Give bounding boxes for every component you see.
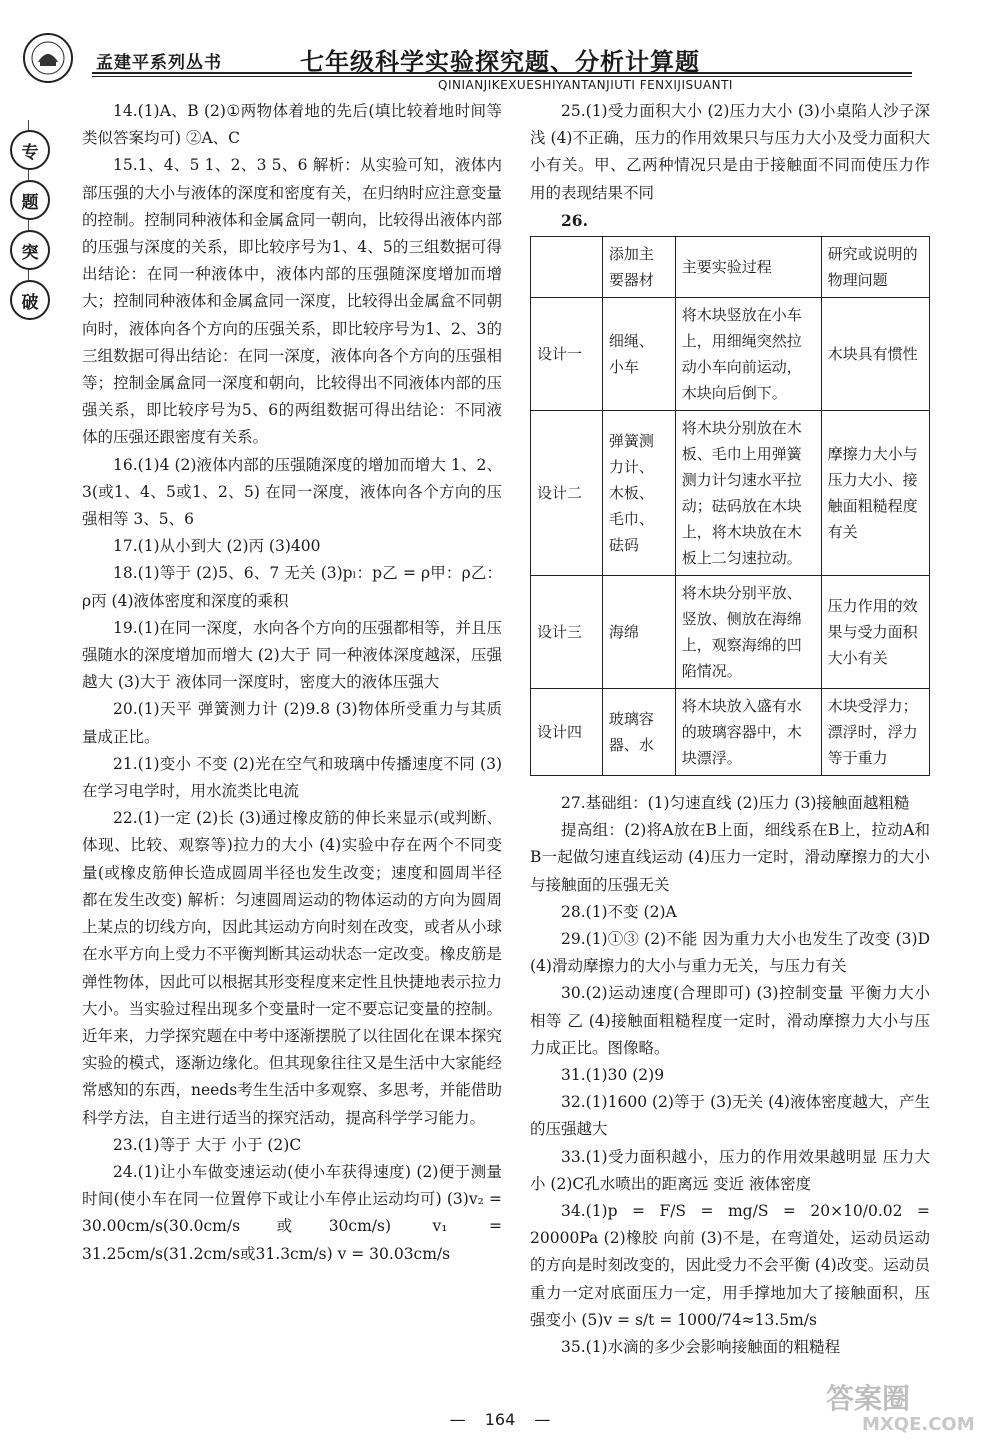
- table-cell: 将木块分别平放、竖放、侧放在海绵上，观察海绵的凹陷情况。: [675, 576, 821, 689]
- answer-30: 30.(2)运动速度(合理即可) (3)控制变量 平衡力大小相等 乙 (4)接触面粗糙程度一定时，滑动摩擦力大小与压力成正比。图像略。: [530, 984, 930, 1057]
- answer-32: 32.(1)1600 (2)等于 (3)无关 (4)液体密度越大，产生的压强越大: [530, 1093, 930, 1139]
- answer-28: 28.(1)不变 (2)A: [561, 902, 677, 921]
- header-rule: [92, 72, 912, 74]
- side-tab: 破: [10, 280, 50, 320]
- table-header-cell: 研究或说明的物理问题: [821, 237, 929, 298]
- series-logo-icon: [22, 32, 74, 84]
- table-cell: 木块受浮力；漂浮时，浮力等于重力: [821, 689, 929, 776]
- table-cell: 将木块分别放在木板、毛巾上用弹簧测力计匀速水平拉动；砝码放在木块上，将木块放在木板上二匀速拉动。: [675, 411, 821, 576]
- table-cell: 压力作用的效果与受力面积大小有关: [821, 576, 929, 689]
- right-column-bottom: [530, 790, 930, 1361]
- table-cell: 设计一: [531, 298, 603, 411]
- side-tab: 专: [10, 130, 50, 170]
- table-header-cell: 主要实验过程: [675, 237, 821, 298]
- answer-33: 33.(1)受力面积越小，压力的作用效果越明显 压力大小 (2)C孔水喷出的距离远 变近 液体密度: [530, 1147, 930, 1193]
- table-cell: 海绵: [602, 576, 675, 689]
- answer-25: 25.(1)受力面积大小 (2)压力大小 (3)小桌陷人沙子深浅 (4)不正确，压力的作用效果只与压力大小及受力面积大小有关。甲、乙两种情况只是由于接触面不同而使压力作用的表现结果不同: [530, 102, 930, 202]
- table-row: [531, 689, 930, 776]
- series-name: 孟建平系列丛书: [96, 53, 222, 73]
- book-title: 七年级科学实验探究题、分析计算题: [300, 47, 700, 76]
- footer-dash: —: [534, 1410, 551, 1429]
- answer-31: 31.(1)30 (2)9: [561, 1066, 665, 1085]
- table-header-cell: 添加主要器材: [602, 237, 675, 298]
- right-column-top: [530, 98, 930, 776]
- answer-21: 21.(1)变小 不变 (2)光在空气和玻璃中传播速度不同 (3)在学习电学时，用水流类比电流: [82, 754, 502, 801]
- side-tab: 突: [10, 230, 50, 270]
- table-cell: 设计四: [531, 689, 603, 776]
- answer-34: 34.(1)p = F/S = mg/S = 20×10/0.02 = 20000Pa (2)橡胶 向前 (3)不是，在弯道处，运动员运动的方向是时刻改变的，因此受力不会平衡 (4)改变。运动员重力一定对底面压力一定，用手撑地加大了接触面积，压强变小 (5)v = s/t = 1000/74≈13.5m/s: [530, 1202, 930, 1329]
- table-cell: 将木块放入盛有水的玻璃容器中，木块漂浮。: [675, 689, 821, 776]
- footer-dash: —: [449, 1410, 466, 1429]
- table-cell: 设计二: [531, 411, 603, 576]
- page-number: 164: [484, 1410, 516, 1429]
- table-cell: 细绳、小车: [602, 298, 675, 411]
- table-header-cell: [531, 237, 603, 298]
- answer-18: 18.(1)等于 (2)5、6、7 无关 (3)pₗ：p乙 = ρ甲：ρ乙：ρ丙 (4)液体密度和深度的乘积: [82, 564, 502, 610]
- answer-27: 27.基础组：(1)匀速直线 (2)压力 (3)接触面越粗糙: [561, 794, 910, 812]
- answer-14: 14.(1)A、B (2)①两物体着地的先后(填比较着地时间等类似答案均可) ②A、C: [82, 102, 502, 148]
- answer-29: 29.(1)①③ (2)不能 因为重力大小也发生了改变 (3)D (4)滑动摩擦力的大小与重力无关，与压力有关: [530, 930, 930, 976]
- header-rule-thin: [92, 76, 912, 77]
- table-header-row: [531, 237, 930, 298]
- title-pinyin: QINIANJIKEXUESHIYANTANJIUTI FENXIJISUANTI: [438, 78, 733, 92]
- answer-15: 15.1、4、5 1、2、3 5、6 解析：从实验可知，液体内部压强的大小与液体的深度和密度有关，在归纳时应注意变量的控制。控制同种液体和金属盒同一朝向，比较得出液体内部的压强与深度的关系，即比较序号为1、4、5的三组数据可得出结论：在同一种液体中，液体内部的压强随深度增加而增大；控制同种液体和金属盒同一深度，比较得出金属盒不同朝向时，液体向各个方向的压强关系，即比较序号为1、2、3的三组数据可得出结论：在同一深度，液体向各个方向的压强相等；控制金属盒同一深度和朝向，比较得出不同液体内部的压强关系，即比较序号为5、6的两组数据可得出结论：不同液体的压强还跟密度有关系。: [82, 156, 502, 447]
- watermark-text: 答案圈: [826, 1382, 911, 1415]
- table-cell: 玻璃容器、水: [602, 689, 675, 776]
- answer-16: 16.(1)4 (2)液体内部的压强随深度的增加而增大 1、2、3(或1、4、5或1、2、5) 在同一深度，液体向各个方向的压强相等 3、5、6: [82, 455, 502, 529]
- table-row: [531, 411, 930, 576]
- answer-20: 20.(1)天平 弹簧测力计 (2)9.8 (3)物体所受重力与其质量成正比。: [82, 700, 502, 746]
- table-cell: 弹簧测力计、木板、毛巾、砝码: [602, 411, 675, 576]
- table-cell: 木块具有惯性: [821, 298, 929, 411]
- table-cell: 摩擦力大小与压力大小、接触面粗糙程度有关: [821, 411, 929, 576]
- page-header: [0, 0, 1000, 90]
- answer-17: 17.(1)从小到大 (2)丙 (3)400: [113, 537, 321, 556]
- table-cell: 设计三: [531, 576, 603, 689]
- left-column: [82, 98, 502, 1268]
- table-cell: 将木块竖放在小车上，用细绳突然拉动小车向前运动，木块向后倒下。: [675, 298, 821, 411]
- answer-27-advanced: 提高组：(2)将A放在B上面，细线系在B上，拉动A和B一起做匀速直线运动 (4)压力一定时，滑动摩擦力的大小与接触面的压强无关: [530, 821, 930, 894]
- answer-35: 35.(1)水滴的多少会影响接触面的粗糙程: [561, 1338, 841, 1357]
- answer-23: 23.(1)等于 大于 小于 (2)C: [113, 1135, 302, 1154]
- answer-26-label: 26.: [561, 210, 588, 230]
- answer-19: 19.(1)在同一深度，水向各个方向的压强都相等，并且压强随水的深度增加而增大 (2)大于 同一种液体深度越深，压强越大 (3)大于 液体同一深度时，密度大的液体压强大: [82, 618, 502, 692]
- side-tab: 题: [10, 180, 50, 220]
- answer-24: 24.(1)让小车做变速运动(使小车获得速度) (2)便于测量时间(使小车在同一位置停下或让小车停止运动均可) (3)v₂ = 30.00cm/s(30.0cm/s或30cm/s) v₁ = 31.25cm/s(31.2cm/s或31.3cm/s) v = 30.03cm/s: [82, 1162, 502, 1263]
- watermark-url: MXQE.COM: [862, 1414, 975, 1435]
- table-row: [531, 576, 930, 689]
- answer-22: 22.(1)一定 (2)长 (3)通过橡皮筋的伸长来显示(或判断、体现、比较、观察等)拉力的大小 (4)实验中存在两个不同变量(或橡皮筋伸长造成圆周半径也发生改变；速度和圆周半径都在发生改变) 解析：匀速圆周运动的物体运动的方向为圆周上某点的切线方向，因此其运动方向时刻在改变，或者从小球在水平方向上受力不平衡判断其运动状态一定改变。橡皮筋是弹性物体，因此可以根据其形变程度来定性且快捷地表示拉力大小。当实验过程出现多个变量时一定不要忘记变量的控制。 近年来，力学探究题在中考中逐渐摆脱了以往固化在课本探究实验的模式，逐渐边缘化。但其现象往往又是生活中大家能经常感知的东西，needs考生生活中多观察、多思考，并能借助科学方法，自主进行适当的探究活动，提高科学学习能力。: [82, 809, 502, 1127]
- experiment-design-table: [530, 236, 930, 776]
- table-row: [531, 298, 930, 411]
